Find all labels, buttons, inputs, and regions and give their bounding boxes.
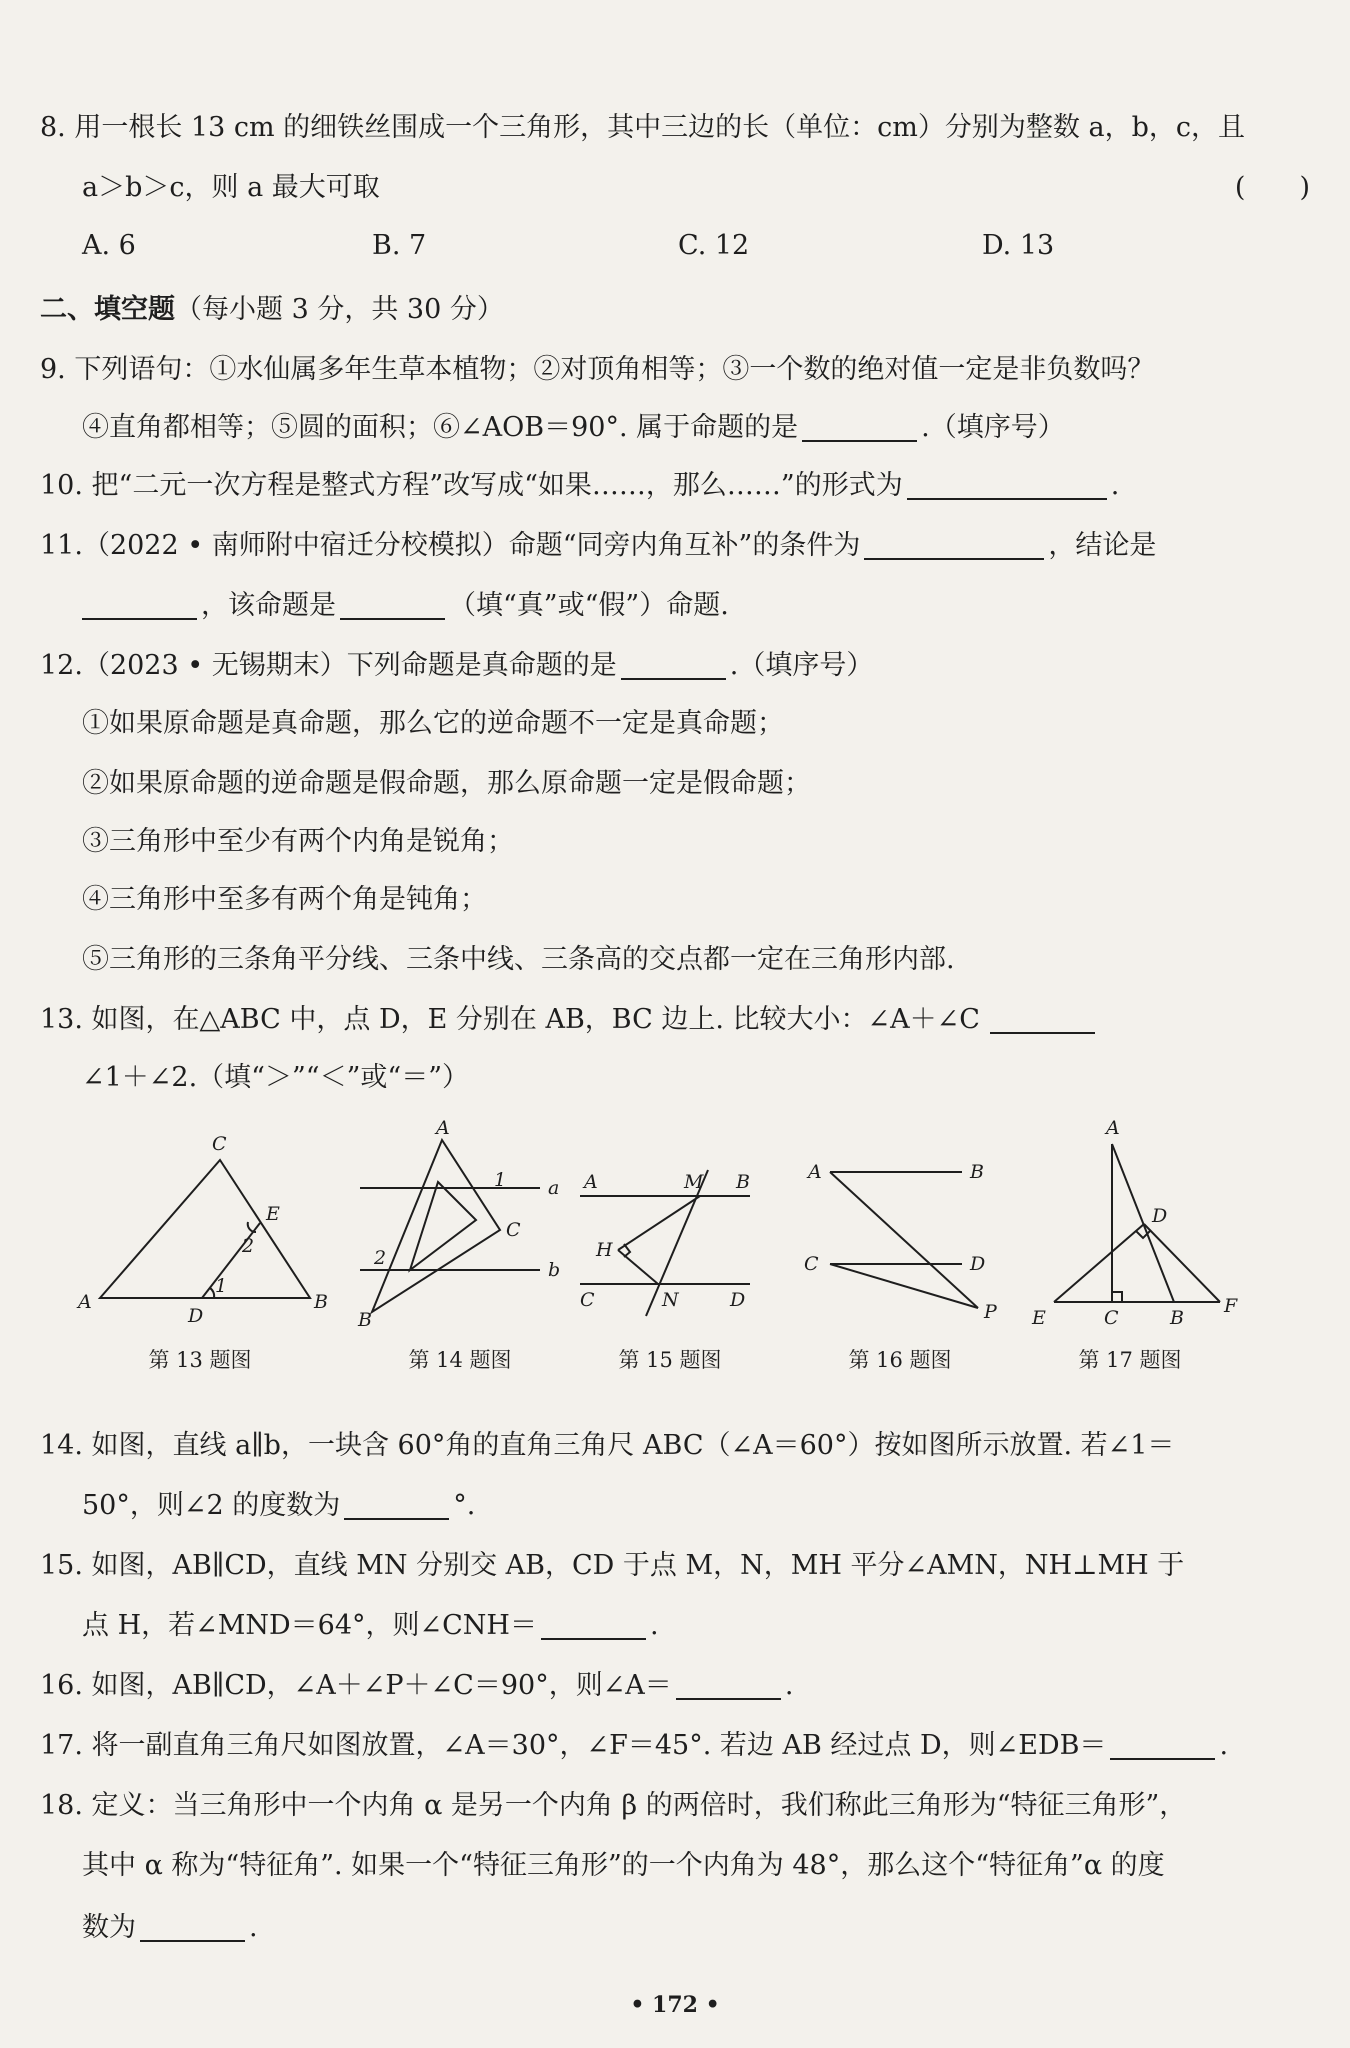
q9-line2: [82, 408, 1310, 448]
fig15-label-n: N: [662, 1289, 679, 1311]
q10-tail: .: [1110, 470, 1120, 501]
figure-14-caption: 第 14 题图: [408, 1348, 512, 1372]
q15-text: 点 H，若∠MND＝64°，则∠CNH＝: [82, 1610, 537, 1641]
fig17-label-e: E: [1032, 1307, 1046, 1329]
fig13-label-a: A: [78, 1291, 92, 1313]
fig16-label-p: P: [984, 1301, 997, 1323]
fig13-label-2: 2: [242, 1235, 255, 1257]
fig16-label-a: A: [808, 1161, 822, 1183]
figure-13: [60, 1120, 340, 1374]
q15-tail: .: [649, 1610, 659, 1641]
answer-blank: [344, 1488, 449, 1520]
q10-text: 10. 把“二元一次方程是整式方程”改写成“如果……，那么……”的形式为: [40, 470, 903, 501]
q9-line1: 9. 下列语句：①水仙属多年生草本植物；②对顶角相等；③一个数的绝对值一定是非负数吗？: [40, 354, 1155, 385]
fig13-label-1: 1: [215, 1275, 228, 1297]
q12-item-2: ②如果原命题的逆命题是假命题，那么原命题一定是假命题；: [82, 768, 811, 799]
answer-blank: [1110, 1728, 1215, 1760]
fig15-label-m: M: [684, 1171, 704, 1193]
fig13-label-c: C: [212, 1133, 227, 1155]
q13-text: 13. 如图，在△ABC 中，点 D，E 分别在 AB，BC 边上. 比较大小：∠A＋∠C: [40, 1004, 980, 1035]
q8-line2: [82, 168, 1310, 208]
fig16-label-d: D: [970, 1253, 986, 1275]
figure-16-diagram: [790, 1120, 1010, 1340]
fig16-label-c: C: [804, 1253, 819, 1275]
fig17-label-d: D: [1152, 1205, 1168, 1227]
fig17-label-f: F: [1224, 1295, 1238, 1317]
q9-tail: .（填序号）: [921, 412, 1065, 443]
fig14-label-b-point: B: [358, 1309, 372, 1331]
fig13-label-b: B: [314, 1291, 328, 1313]
q12-item-3: ③三角形中至少有两个内角是锐角；: [82, 826, 514, 857]
q17-text: 17. 将一副直角三角尺如图放置，∠A＝30°，∠F＝45°. 若边 AB 经过点 D，则∠EDB＝: [40, 1730, 1107, 1761]
answer-blank: [541, 1608, 646, 1640]
q11-line2: [82, 586, 1310, 626]
q15-line1: 15. 如图，AB∥CD，直线 MN 分别交 AB，CD 于点 M，N，MH 平分∠AMN，NH⊥MH 于: [40, 1550, 1185, 1581]
q14-tail: °.: [453, 1490, 476, 1521]
section-header: [40, 290, 1310, 330]
q11-tail: （填“真”或“假”）命题.: [449, 590, 729, 621]
q18-tail: .: [249, 1912, 258, 1943]
figure-13-caption: 第 13 题图: [148, 1348, 252, 1372]
option-b: B. 7: [372, 230, 427, 261]
figure-15-diagram: [570, 1120, 770, 1340]
option-d: D. 13: [982, 230, 1055, 261]
figure-13-diagram: [60, 1120, 340, 1340]
q12-tail: .（填序号）: [729, 650, 874, 681]
option-c: C. 12: [678, 230, 750, 261]
q14-line2: [82, 1486, 1310, 1526]
fig15-label-a: A: [584, 1171, 598, 1193]
q16-tail: .: [784, 1670, 794, 1701]
q14-text: 50°，则∠2 的度数为: [82, 1490, 341, 1521]
q16-line: [40, 1666, 1310, 1706]
q18-text: 数为: [82, 1912, 136, 1943]
answer-blank: [802, 410, 917, 442]
q14-line1: 14. 如图，直线 a∥b，一块含 60°角的直角三角尺 ABC（∠A＝60°）按如图所示放置. 若∠1＝: [40, 1430, 1175, 1461]
q12-item-5: ⑤三角形的三条角平分线、三条中线、三条高的交点都一定在三角形内部.: [82, 944, 955, 975]
figure-16: [790, 1120, 1010, 1374]
fig17-label-a: A: [1106, 1117, 1120, 1139]
q11-mid: ，结论是: [1048, 530, 1157, 561]
figure-17-caption: 第 17 题图: [1078, 1348, 1182, 1372]
fig14-label-a-point: A: [436, 1117, 450, 1139]
q12-item-4: ④三角形中至多有两个角是钝角；: [82, 884, 487, 915]
q9-text: ④直角都相等；⑤圆的面积；⑥∠AOB＝90°. 属于命题的是: [82, 412, 799, 443]
figure-17-diagram: [1020, 1117, 1240, 1340]
figure-16-caption: 第 16 题图: [848, 1348, 952, 1372]
q18-line2: 其中 α 称为“特征角”. 如果一个“特征三角形”的一个内角为 48°，那么这个“特征角”α 的度: [82, 1850, 1165, 1881]
fig17-label-b: B: [1170, 1307, 1184, 1329]
answer-blank: [864, 528, 1044, 560]
q12-item-1: ①如果原命题是真命题，那么它的逆命题不一定是真命题；: [82, 708, 784, 739]
fig16-label-b: B: [970, 1161, 984, 1183]
answer-blank: [621, 648, 726, 680]
q17-line: [40, 1726, 1310, 1766]
q18-line1: 18. 定义：当三角形中一个内角 α 是另一个内角 β 的两倍时，我们称此三角形为“特征三角形”，: [40, 1790, 1187, 1821]
q13-line2: ∠1＋∠2.（填“＞”“＜”或“＝”）: [82, 1062, 470, 1093]
fig13-label-e: E: [266, 1203, 280, 1225]
answer-blank: [140, 1910, 245, 1942]
fig15-label-c: C: [580, 1289, 595, 1311]
answer-blank: [340, 588, 445, 620]
q12-text: 12.（2023 • 无锡期末）下列命题是真命题的是: [40, 650, 617, 681]
q10-line: [40, 466, 1310, 506]
section-note: （每小题 3 分，共 30 分）: [175, 294, 504, 325]
fig14-label-c: C: [506, 1219, 521, 1241]
fig17-label-c: C: [1104, 1307, 1119, 1329]
figure-14: [350, 1117, 570, 1374]
figure-15: [570, 1120, 770, 1374]
q18-line3: [82, 1908, 1310, 1948]
answer-blank: [990, 1002, 1095, 1034]
q11-line1: [40, 526, 1310, 566]
fig13-label-d: D: [188, 1305, 204, 1327]
figure-17: [1020, 1117, 1240, 1374]
figure-15-caption: 第 15 题图: [618, 1348, 722, 1372]
q11-text: 11.（2022 • 南师附中宿迁分校模拟）命题“同旁内角互补”的条件为: [40, 530, 861, 561]
q11-mid2: ，该命题是: [201, 590, 336, 621]
fig14-label-a-line: a: [548, 1177, 560, 1199]
fig15-label-b: B: [736, 1171, 750, 1193]
fig14-label-b-line: b: [548, 1259, 561, 1281]
q15-line2: [82, 1606, 1310, 1646]
answer-blank: [82, 588, 197, 620]
q17-tail: .: [1219, 1730, 1229, 1761]
fig14-label-2: 2: [374, 1247, 387, 1269]
answer-blank: [676, 1668, 781, 1700]
figures-row: [60, 1117, 1300, 1400]
q8-stem-end: a＞b＞c，则 a 最大可取: [82, 172, 380, 203]
option-a: A. 6: [82, 230, 136, 261]
q12-stem: [40, 646, 1310, 686]
figure-14-diagram: [350, 1117, 570, 1340]
fig15-label-d: D: [730, 1289, 746, 1311]
page-number: • 172 •: [630, 1992, 720, 2018]
q16-text: 16. 如图，AB∥CD，∠A＋∠P＋∠C＝90°，则∠A＝: [40, 1670, 672, 1701]
answer-blank: [907, 468, 1107, 500]
section-title: 二、填空题: [40, 294, 175, 325]
q8-line1: 8. 用一根长 13 cm 的细铁丝围成一个三角形，其中三边的长（单位：cm）分别为整数 a，b，c，且: [40, 112, 1245, 143]
fig15-label-h: H: [596, 1239, 613, 1261]
answer-paren: ( ): [1234, 172, 1310, 203]
q13-line1: [40, 1000, 1310, 1040]
fig14-label-1: 1: [494, 1169, 507, 1191]
